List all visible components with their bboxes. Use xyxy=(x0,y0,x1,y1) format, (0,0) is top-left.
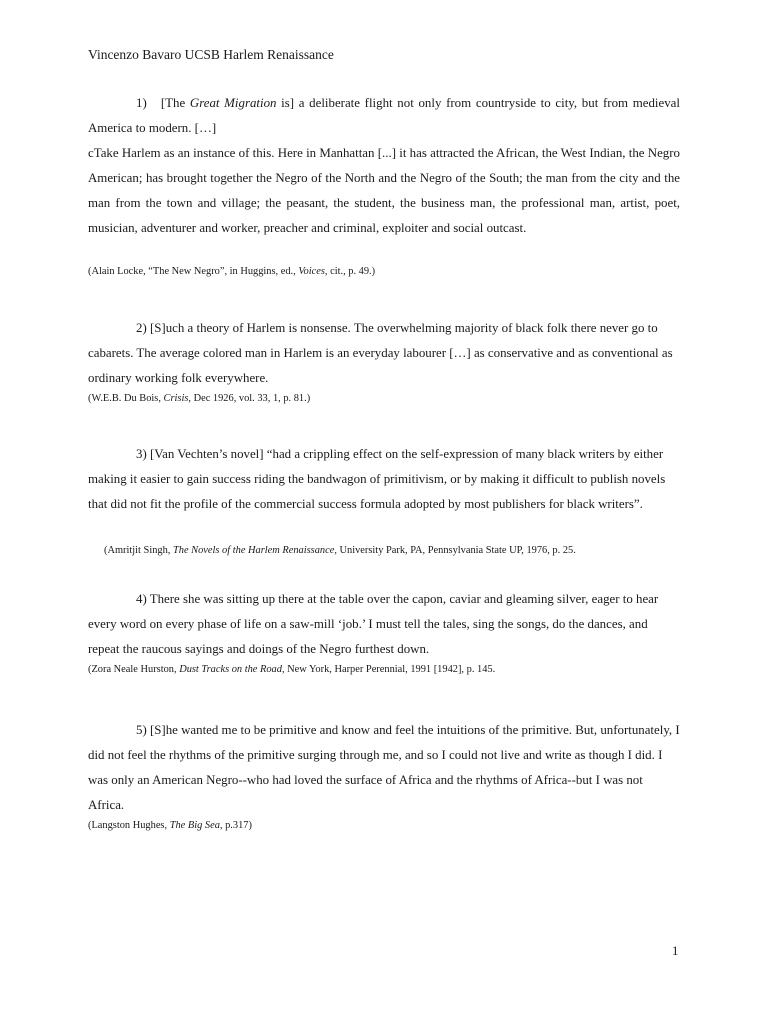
quote-1-number: 1) xyxy=(136,96,147,110)
page-number: 1 xyxy=(672,944,679,958)
citation-2: (W.E.B. Du Bois, Crisis, Dec 1926, vol. 33, 1, p. 81.) xyxy=(88,393,311,404)
quote-1 xyxy=(88,91,680,241)
running-header: Vincenzo Bavaro UCSB Harlem Renaissance xyxy=(88,47,334,62)
quote-4 xyxy=(88,587,680,662)
citation-3: (Amritjit Singh, The Novels of the Harlem Renaissance, University Park, PA, Pennsylvania State UP, 1976, p. 25. xyxy=(104,545,576,556)
quote-5-body: 5) [S]he wanted me to be primitive and know and feel the intuitions of the primitive. But, unfortunately, I did not feel the rhythms of the primitive surging through me, and so I could not live and write as though I did. I was only an American Negro--who had loved the surface of Africa and the rhythms of Africa--but I was not Africa. xyxy=(88,723,680,812)
quote-2-body: 2) [S]uch a theory of Harlem is nonsense. The overwhelming majority of black folk there never go to cabarets. The average colored man in Harlem is an everyday labourer […] as conservative and as conventional as ordinary working folk everywhere. xyxy=(88,321,673,385)
quote-4-body: 4) There she was sitting up there at the table over the capon, caviar and gleaming silver, eager to hear every word on every phase of life on a saw-mill ‘job.’ I must tell the tales, sing the songs, do the dances, and repeat the raucous sayings and doings of the Negro furthest down. xyxy=(88,592,659,656)
citation-1: (Alain Locke, “The New Negro”, in Huggins, ed., Voices, cit., p. 49.) xyxy=(88,266,376,277)
quote-3-body: 3) [Van Vechten’s novel] “had a crippling effect on the self-expression of many black writers by either making it easier to gain success riding the bandwagon of primitivism, or by making it difficult to publish novels that did not fit the profile of the commercial success formula adopted by most publishers for black writers”. xyxy=(88,447,666,511)
quote-3 xyxy=(88,442,680,517)
quote-1-emphasis: Great Migration xyxy=(189,96,277,110)
quote-1-body: cTake Harlem as an instance of this. Here in Manhattan [...] it has attracted the African, the West Indian, the Negro American; has brought together the Negro of the North and the Negro of the South; the man from the city and the man from the town and village; the peasant, the student, the business man, the professional man, artist, poet, musician, adventurer and worker, preacher and criminal, exploiter and social outcast. xyxy=(88,146,680,235)
quote-2 xyxy=(88,316,680,391)
citation-5: (Langston Hughes, The Big Sea, p.317) xyxy=(88,820,252,831)
citation-4: (Zora Neale Hurston, Dust Tracks on the Road, New York, Harper Perennial, 1991 [1942], p. 145. xyxy=(88,664,496,675)
quote-5 xyxy=(88,718,680,818)
quote-1-intro: 1) [The Great Migration is] a deliberate flight not only from countryside to city, but from medieval America to modern. […] xyxy=(88,96,680,135)
